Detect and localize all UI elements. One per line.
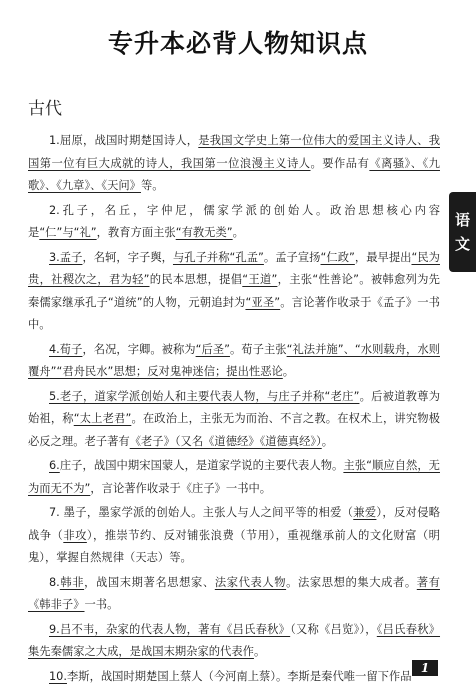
text-segment: 。要作品有 (310, 156, 370, 170)
underlined-text: 法家代表人物 (214, 575, 287, 589)
page-number: 1 (412, 660, 438, 676)
text-segment: （又称《吕览》）， (290, 622, 377, 636)
text-segment: ），反对侵略战争（ (28, 506, 440, 542)
text-segment: 。 (321, 434, 334, 448)
paragraph-lv-buwei (28, 619, 440, 664)
underlined-text: “礼法并施”、“水则载舟，水则覆舟”“君舟民水”思想；反对鬼神迷信；提出性恶论 (28, 342, 440, 378)
underlined-text: 3.孟子 (49, 250, 83, 264)
text-segment: 李斯，战国时期楚国上蔡人（今河南上蔡）。李斯是秦代唯一留下作品 (66, 669, 412, 683)
text-segment: ），推崇节约、反对铺张浪费（节用），重视继承前人的文化财富（明鬼），掌握自然规律（天志）等。 (28, 528, 440, 564)
underlined-text: “后圣” (195, 342, 230, 356)
underlined-text: 10. (49, 669, 67, 683)
underlined-text: 主张“顺应自然，无为而无不为” (28, 459, 440, 495)
text-segment: 2.孔子，名丘，字仲尼，儒家学派的创始人。政治思想核心内容是 (28, 203, 440, 239)
text-segment: ，教育方面主张 (96, 226, 176, 239)
underlined-text: 《离骚》、《九歌》、《九章》、《天问》 (28, 156, 440, 192)
paragraph-xun-zi (28, 339, 440, 384)
underlined-text: “有教无类” (175, 226, 233, 239)
subject-tab-char-1: 语 (454, 211, 470, 229)
underlined-text: 4.荀子 (49, 342, 83, 356)
underlined-text: “民为贵，社稷次之，君为轻” (28, 250, 440, 286)
text-segment: ，最早提出 (354, 250, 412, 264)
paragraph-qu-yuan (28, 130, 440, 198)
section-heading: 古代 (28, 99, 62, 119)
text-segment: 。 (253, 645, 266, 658)
text-segment: 庄子，战国中期宋国蒙人，是道家学说的主要代表人物。 (59, 459, 344, 472)
underlined-text: 与孔子并称“孔孟” (172, 250, 264, 264)
text-segment: 。 (232, 226, 244, 239)
underlined-text: 非攻 (63, 528, 87, 542)
text-segment: 的民本思想，提倡 (149, 273, 243, 286)
text-segment: 。法家思想的集大成者。 (286, 575, 417, 589)
underlined-text: “太上老君” (73, 412, 132, 425)
text-segment: 等。 (140, 179, 164, 192)
underlined-text: 是我国文学史上第一位伟大的爱国主义诗人、我国第一位有巨大成就的诗人，我国第一位浪漫主义诗人 (28, 134, 440, 170)
underlined-text: “仁政” (320, 250, 355, 264)
text-segment: 。荀子主张 (229, 342, 287, 356)
text-segment: 。后被道教尊为始祖，称 (28, 389, 440, 425)
underlined-text: 韩非 (59, 575, 85, 589)
text-segment: ，名况，字卿。被称为 (82, 342, 196, 356)
underlined-text: “仁”与“礼” (39, 226, 97, 239)
paragraph-zhuang-zi (28, 455, 440, 500)
text-segment: 。在政治上，主张无为而治、不言之教。在权术上，讲究物极必反之理。老子著有 (28, 412, 440, 448)
text-segment: ，名轲，字子舆， (82, 250, 173, 264)
underlined-text: 《吕氏春秋》集先秦儒家之大成，是战国末期杂家的代表作 (28, 622, 441, 658)
underlined-text: “王道” (242, 273, 278, 286)
text-segment: 。 (282, 365, 295, 378)
text-segment: 8. (49, 575, 60, 589)
subject-tab (449, 192, 476, 272)
text-segment: 1.屈原，战国时期楚国诗人， (49, 134, 199, 147)
paragraph-kong-zi (28, 200, 440, 245)
text-segment: ，战国末期著名思想家、 (84, 575, 215, 589)
paragraph-lao-zi (28, 386, 440, 454)
text-segment: ，言论著作收录于《庄子》一书中。 (90, 481, 272, 495)
underlined-text: 著有《韩非子》 (28, 575, 440, 611)
underlined-text: 《老子》（又名《道德经》《道德真经》） (129, 434, 322, 448)
text-segment: 。孟子宣扬 (263, 250, 321, 264)
text-segment: 7. 墨子，墨家学派的创始人。主张人与人之间平等的相爱（ (49, 506, 354, 519)
subject-tab-char-2: 文 (454, 235, 470, 253)
text-segment: 一书。 (84, 598, 119, 611)
paragraph-meng-zi (28, 247, 440, 337)
underlined-text: 6. (49, 459, 60, 472)
underlined-text: 9.吕不韦，杂家的代表人物，著有《吕氏春秋》 (49, 622, 291, 636)
text-segment: ，主张“性善论”。被韩愈列为先秦儒家继承孔子“道统”的人物，元朝追封为 (28, 273, 440, 309)
text-segment: 。言论著作收录于《孟子》一书中。 (28, 295, 440, 331)
page-title: 专升本必背人物知识点 (107, 29, 368, 58)
body-text (28, 130, 440, 690)
underlined-text: 5.老子，道家学派创始人和主要代表人物，与庄子并称“老庄” (49, 389, 360, 403)
underlined-text: 兼爱 (353, 506, 377, 519)
underlined-text: “亚圣” (245, 295, 281, 309)
paragraph-mo-zi (28, 502, 440, 570)
paragraph-han-fei (28, 572, 440, 617)
paragraph-li-si (28, 666, 440, 689)
